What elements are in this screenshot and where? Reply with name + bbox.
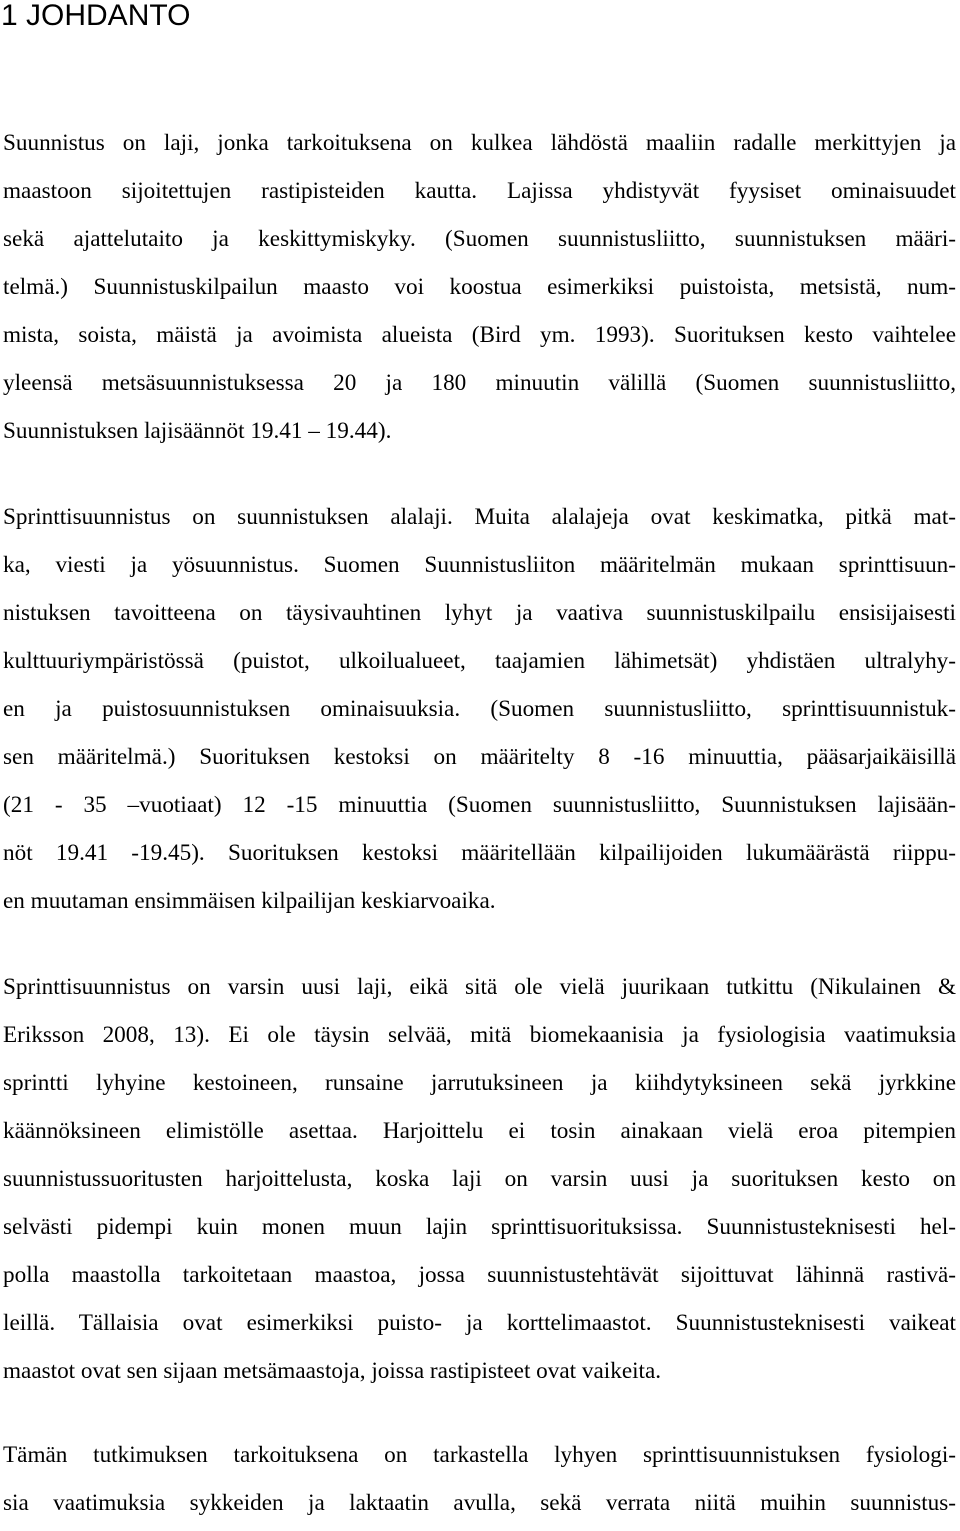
text-line: suunnistussuoritusten harjoittelusta, koska laji on varsin uusi ja suorituksen kesto on [3, 1166, 956, 1192]
text-line: nöt 19.41 -19.45). Suorituksen kestoksi määritellään kilpailijoiden lukumäärästä riippu- [3, 840, 956, 866]
text-line: Suunnistus on laji, jonka tarkoituksena on kulkea lähdöstä maaliin radalle merkittyjen ja [3, 130, 956, 156]
text-line: sia vaatimuksia sykkeiden ja laktaatin avulla, sekä verrata niitä muihin suunnistus- [3, 1490, 956, 1516]
text-line: Sprinttisuunnistus on suunnistuksen alalaji. Muita alalajeja ovat keskimatka, pitkä mat- [3, 504, 956, 530]
text-line: sprintti lyhyine kestoineen, runsaine jarrutuksineen ja kiihdytyksineen sekä jyrkkine [3, 1070, 956, 1096]
text-line: käännöksineen elimistölle asettaa. Harjoittelu ei tosin ainakaan vielä eroa pitempien [3, 1118, 956, 1144]
text-line: sen määritelmä.) Suorituksen kestoksi on määritelty 8 -16 minuuttia, pääsarjaikäisillä [3, 744, 956, 770]
text-line: Suunnistuksen lajisäännöt 19.41 – 19.44). [3, 418, 392, 444]
text-line: en ja puistosuunnistuksen ominaisuuksia. (Suomen suunnistusliitto, sprinttisuunnistuk- [3, 696, 956, 722]
text-line: Sprinttisuunnistus on varsin uusi laji, eikä sitä ole vielä juurikaan tutkittu (Nikulainen & [3, 974, 956, 1000]
text-line: sekä ajattelutaito ja keskittymiskyky. (Suomen suunnistusliitto, suunnistuksen määri- [3, 226, 956, 252]
text-line: kulttuuriympäristössä (puistot, ulkoilualueet, taajamien lähimetsät) yhdistäen ultralyhy- [3, 648, 956, 674]
text-line: maastot ovat sen sijaan metsämaastoja, joissa rastipisteet ovat vaikeita. [3, 1358, 662, 1384]
text-line: selvästi pidempi kuin monen muun lajin sprinttisuorituksissa. Suunnistusteknisesti hel- [3, 1214, 956, 1240]
text-line: Tämän tutkimuksen tarkoituksena on tarkastella lyhyen sprinttisuunnistuksen fysiologi- [3, 1442, 956, 1468]
text-line: maastoon sijoitettujen rastipisteiden kautta. Lajissa yhdistyvät fyysiset ominaisuudet [3, 178, 956, 204]
text-line: (21 - 35 –vuotiaat) 12 -15 minuuttia (Suomen suunnistusliitto, Suunnistuksen lajisään- [3, 792, 956, 818]
text-line: Eriksson 2008, 13). Ei ole täysin selvää, mitä biomekaanisia ja fysiologisia vaatimuksia [3, 1022, 956, 1048]
text-line: nistuksen tavoitteena on täysivauhtinen lyhyt ja vaativa suunnistuskilpailu ensisijaisesti [3, 600, 956, 626]
text-line: yleensä metsäsuunnistuksessa 20 ja 180 minuutin välillä (Suomen suunnistusliitto, [3, 370, 956, 396]
text-line: telmä.) Suunnistuskilpailun maasto voi koostua esimerkiksi puistoista, metsistä, num- [3, 274, 956, 300]
text-line: ka, viesti ja yösuunnistus. Suomen Suunnistusliiton määritelmän mukaan sprinttisuun- [3, 552, 956, 578]
text-line: leillä. Tällaisia ovat esimerkiksi puisto- ja korttelimaastot. Suunnistusteknisesti vaikeat [3, 1310, 956, 1336]
chapter-heading: 1 JOHDANTO [1, 0, 191, 32]
text-line: en muutaman ensimmäisen kilpailijan keskiarvoaika. [3, 888, 496, 914]
text-line: mista, soista, mäistä ja avoimista alueista (Bird ym. 1993). Suorituksen kesto vaihtelee [3, 322, 956, 348]
text-line: polla maastolla tarkoitetaan maastoa, jossa suunnistustehtävät sijoittuvat lähinnä rastivä- [3, 1262, 956, 1288]
